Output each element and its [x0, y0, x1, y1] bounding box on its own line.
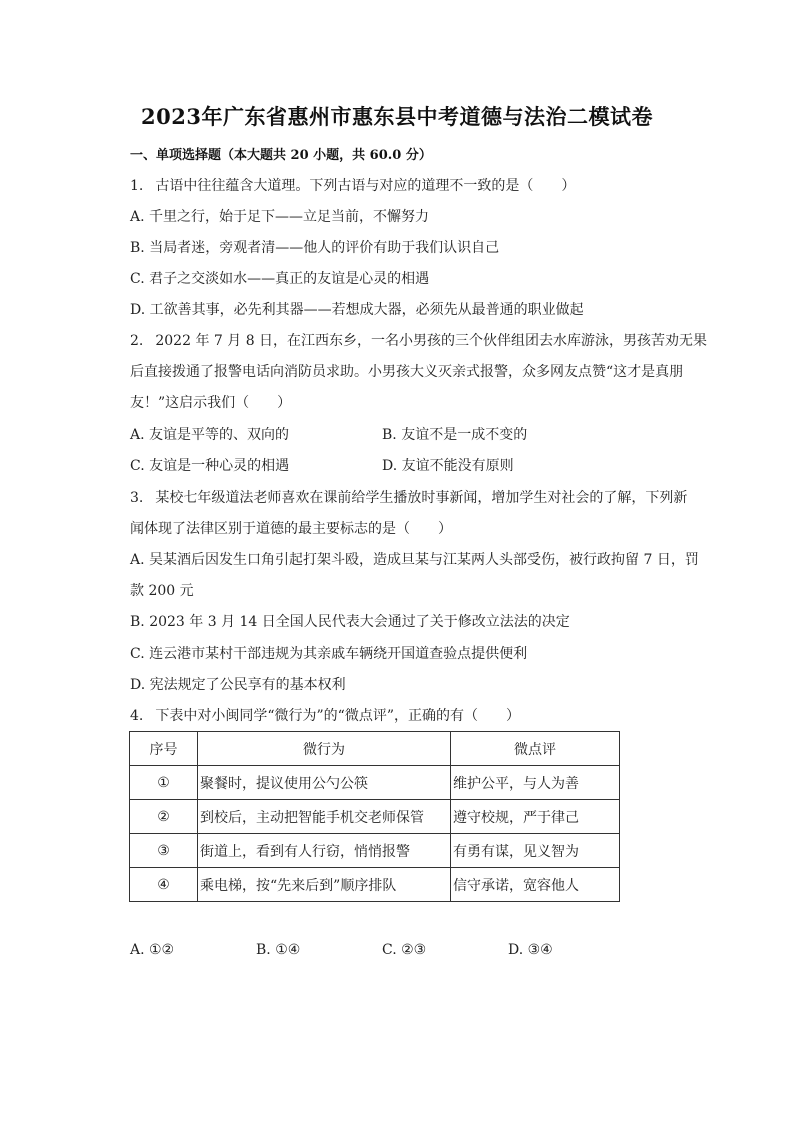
- question-3-option-a-cont: 款 200 元: [130, 583, 194, 599]
- column-header-number: 序号: [130, 732, 198, 766]
- question-2-option-c: C. 友谊是一种心灵的相遇: [130, 458, 290, 474]
- question-text: 下表中对小闽同学“微行为”的“微点评”，正确的有（ ）: [155, 708, 520, 724]
- question-1-option-d: D. 工欲善其事，必先利其器——若想成大器，必须先从最普通的职业做起: [130, 302, 584, 318]
- row-behavior: 聚餐时，提议使用公勺公筷: [198, 766, 451, 800]
- page-title: 2023年广东省惠州市惠东县中考道德与法治二模试卷: [141, 104, 653, 129]
- question-4-option-b: B. ①④: [256, 942, 301, 958]
- row-behavior: 街道上，看到有人行窃，悄悄报警: [198, 834, 451, 868]
- question-2-option-a: A. 友谊是平等的、双向的: [130, 427, 290, 443]
- question-2-stem: [130, 332, 707, 350]
- table-row: [130, 868, 620, 902]
- row-comment: 有勇有谋，见义智为: [451, 834, 620, 868]
- question-3-option-c: C. 连云港市某村干部违规为其亲戚车辆绕开国道查验点提供便利: [130, 646, 528, 662]
- row-behavior: 乘电梯，按“先来后到”顺序排队: [198, 868, 451, 902]
- question-3-option-b: B. 2023 年 3 月 14 日全国人民代表大会通过了关于修改立法法的决定: [130, 614, 570, 630]
- question-2-stem-line-3: 友！”这启示我们（ ）: [130, 395, 292, 411]
- question-1-option-c: C. 君子之交淡如水——真正的友谊是心灵的相遇: [130, 271, 430, 287]
- question-4-option-a: A. ①②: [130, 942, 175, 958]
- question-4-option-c: C. ②③: [382, 942, 427, 958]
- row-number: ③: [130, 834, 198, 868]
- table-header-row: [130, 732, 620, 766]
- column-header-comment: 微点评: [451, 732, 620, 766]
- question-3-option-d: D. 宪法规定了公民享有的基本权利: [130, 677, 346, 693]
- question-text: 古语中往往蕴含大道理。下列古语与对应的道理不一致的是（ ）: [155, 178, 576, 194]
- question-text: 2022 年 7 月 8 日，在江西东乡，一名小男孩的三个伙伴组团去水库游泳，男孩苦劝无果: [155, 333, 708, 349]
- question-1-option-b: B. 当局者迷，旁观者清——他人的评价有助于我们认识自己: [130, 240, 500, 256]
- question-4-option-d: D. ③④: [508, 942, 553, 958]
- question-number: 1.: [130, 178, 144, 194]
- question-4-stem: [130, 707, 520, 725]
- row-comment: 信守承诺，宽容他人: [451, 868, 620, 902]
- micro-behavior-table: [129, 731, 620, 902]
- row-comment: 遵守校规，严于律己: [451, 800, 620, 834]
- column-header-behavior: 微行为: [198, 732, 451, 766]
- question-number: 4.: [130, 708, 144, 724]
- question-number: 3.: [130, 490, 144, 506]
- row-behavior: 到校后，主动把智能手机交老师保管: [198, 800, 451, 834]
- question-text: 某校七年级道法老师喜欢在课前给学生播放时事新闻，增加学生对社会的了解，下列新: [155, 490, 688, 506]
- question-3-stem: [130, 489, 687, 507]
- question-number: 2.: [130, 333, 144, 349]
- question-3-option-a: A. 吴某酒后因发生口角引起打架斗殴，造成旦某与江某两人头部受伤，被行政拘留 7 日，罚: [130, 552, 699, 568]
- question-2-option-b: B. 友谊不是一成不变的: [382, 427, 528, 443]
- question-1-stem: [130, 177, 575, 195]
- row-comment: 维护公平，与人为善: [451, 766, 620, 800]
- question-2-stem-line-2: 后直接拨通了报警电话向消防员求助。小男孩大义灭亲式报警，众多网友点赞“这才是真朋: [130, 364, 684, 380]
- table-row: [130, 834, 620, 868]
- question-1-option-a: A. 千里之行，始于足下——立足当前，不懈努力: [130, 209, 430, 225]
- table-row: [130, 766, 620, 800]
- section-heading: 一、单项选择题（本大题共 20 小题，共 60.0 分）: [130, 148, 432, 163]
- row-number: ②: [130, 800, 198, 834]
- row-number: ④: [130, 868, 198, 902]
- question-2-option-d: D. 友谊不能没有原则: [382, 458, 514, 474]
- table-row: [130, 800, 620, 834]
- row-number: ①: [130, 766, 198, 800]
- question-3-stem-line-2: 闻体现了法律区别于道德的最主要标志的是（ ）: [130, 521, 452, 537]
